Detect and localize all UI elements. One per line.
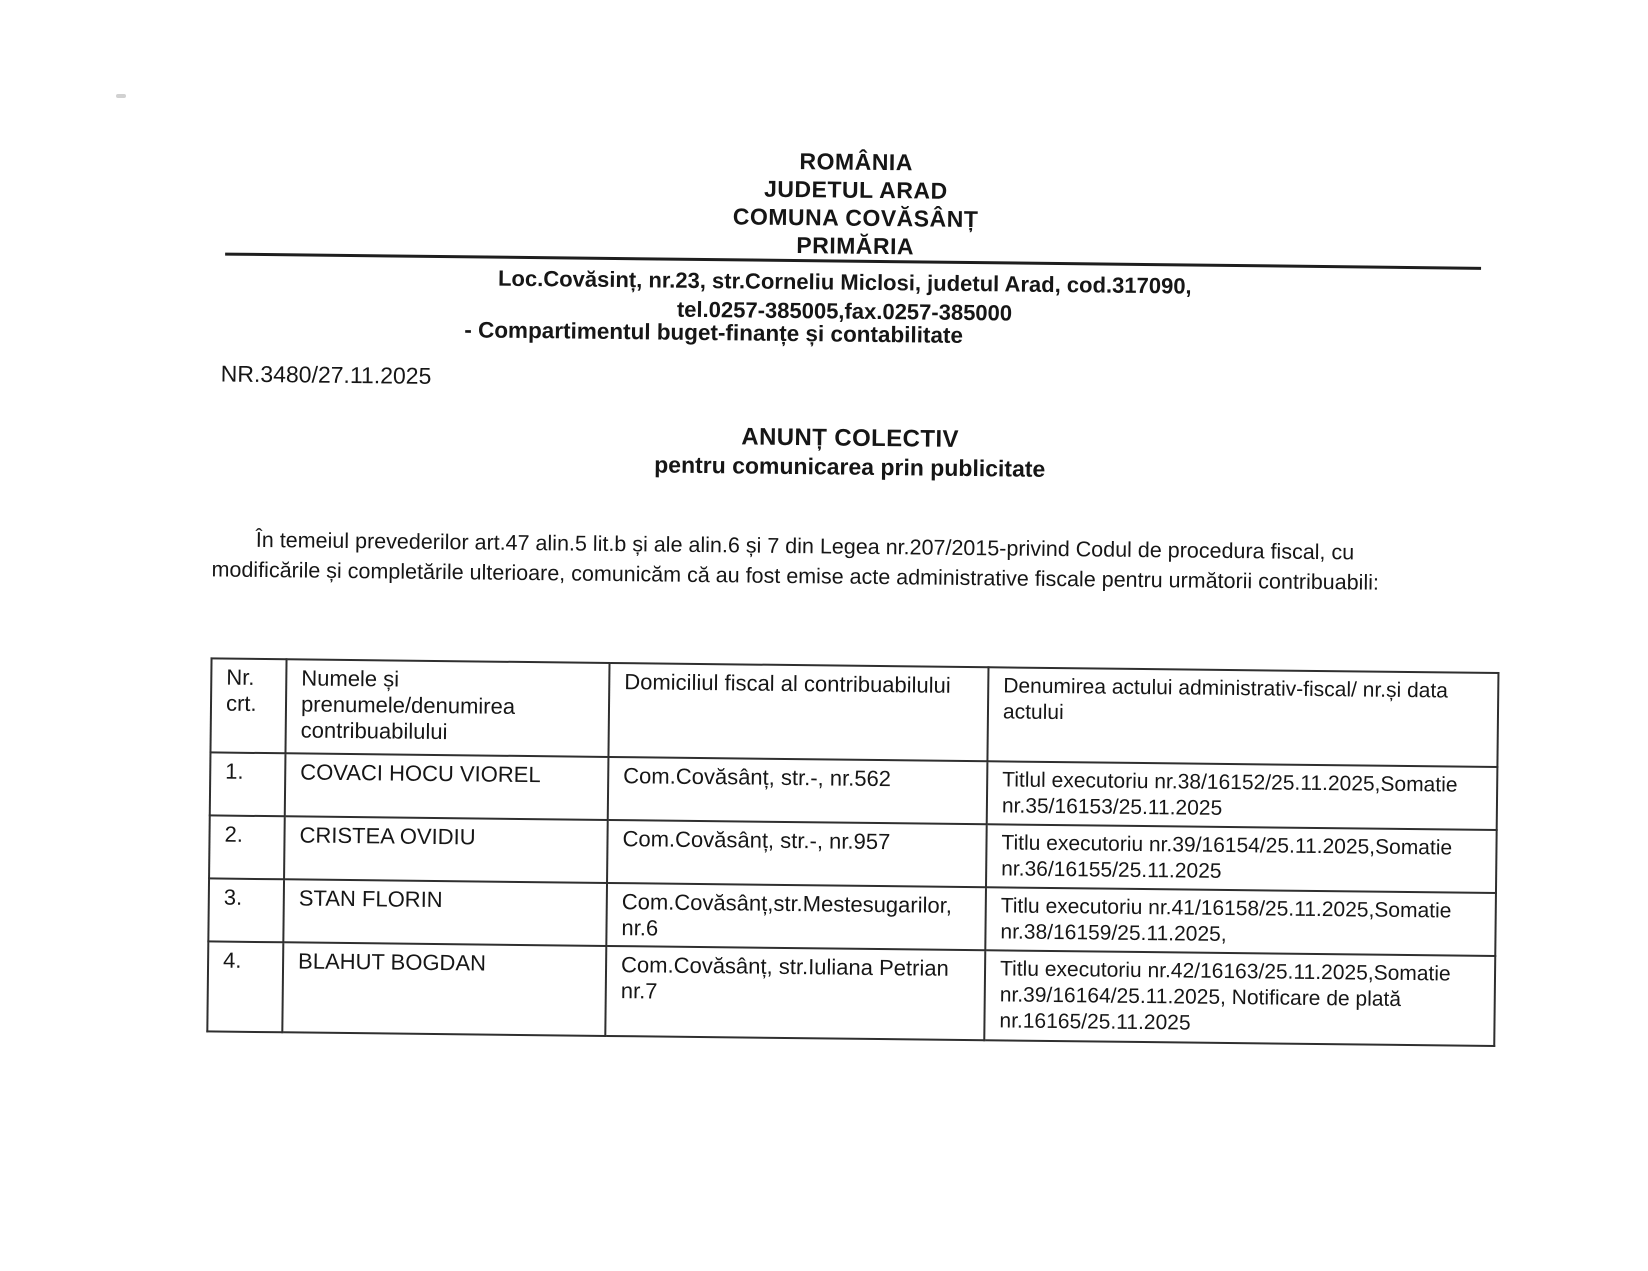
fiscal-address-cell: Com.Covăsânț, str.Iuliana Petrian nr.7 [605, 946, 985, 1040]
letterhead-county: JUDETUL ARAD [763, 175, 948, 204]
title-block [26, 414, 1648, 490]
document-subtitle: pentru comunicarea prin publicitate [654, 451, 1046, 482]
acts-cell: Titlul executoriu nr.38/16152/25.11.2025,Somatie nr.35/16153/25.11.2025 [987, 761, 1498, 830]
taxpayer-name-cell: COVACI HOCU VIOREL [285, 753, 609, 820]
letterhead-country: ROMÂNIA [799, 148, 914, 176]
col-header-name: Numele și prenumele/denumirea contribuabilului [285, 659, 609, 757]
body-paragraph: În temeiul prevederilor art.47 alin.5 lit.b și ale alin.6 și 7 din Legea nr.207/2015-privind Codul de procedura fiscal, cu modificările și completările ulterioare, comunicăm că au fost emise acte administrative fiscale pentru următorii contribuabili: [211, 527, 1380, 595]
acts-cell: Titlu executoriu nr.42/16163/25.11.2025,Somatie nr.39/16164/25.11.2025, Notificare de plată nr.16165/25.11.2025 [984, 950, 1495, 1046]
letterhead-commune: COMUNA COVĂSÂNȚ [732, 203, 979, 233]
taxpayer-name-cell: BLAHUT BOGDAN [282, 942, 606, 1036]
contribuables-table [206, 657, 1499, 1047]
acts-cell: Titlu executoriu nr.41/16158/25.11.2025,Somatie nr.38/16159/25.11.2025, [985, 887, 1496, 956]
taxpayer-name-cell: STAN FLORIN [283, 879, 607, 946]
fiscal-address-cell: Com.Covăsânț, str.-, nr.957 [607, 820, 987, 887]
registration-number: NR.3480/27.11.2025 [220, 360, 432, 389]
table-row [207, 941, 1495, 1046]
address-line-1: Loc.Covăsinț, nr.23, str.Corneliu Miclosi, judetul Arad, cod.317090, [497, 265, 1192, 299]
fiscal-address-cell: Com.Covăsânț, str.-, nr.562 [608, 757, 988, 824]
letterhead-institution: PRIMĂRIA [796, 232, 915, 260]
row-number-cell: 1. [210, 752, 286, 816]
col-header-acts: Denumirea actului administrativ-fiscal/ nr.și data actului [987, 667, 1498, 767]
document-title: ANUNȚ COLECTIV [741, 423, 960, 453]
table-header-row [210, 658, 1498, 767]
letterhead [31, 138, 1648, 269]
department-line: - Compartimentul buget-finanțe și contabilitate [464, 317, 964, 348]
row-number-cell: 2. [209, 815, 285, 879]
address-line-2: tel.0257-385005,fax.0257-385000 [676, 296, 1013, 326]
row-number-cell: 3. [208, 878, 284, 942]
fiscal-address-cell: Com.Covăsânț,str.Mestesugarilor, nr.6 [606, 883, 986, 950]
col-header-nr: Nr. crt. [210, 658, 286, 753]
taxpayer-name-cell: CRISTEA OVIDIU [284, 816, 608, 883]
row-number-cell: 4. [207, 941, 283, 1032]
acts-cell: Titlu executoriu nr.39/16154/25.11.2025,Somatie nr.36/16155/25.11.2025 [986, 824, 1497, 893]
col-header-address: Domiciliul fiscal al contribuabilului [608, 663, 988, 761]
